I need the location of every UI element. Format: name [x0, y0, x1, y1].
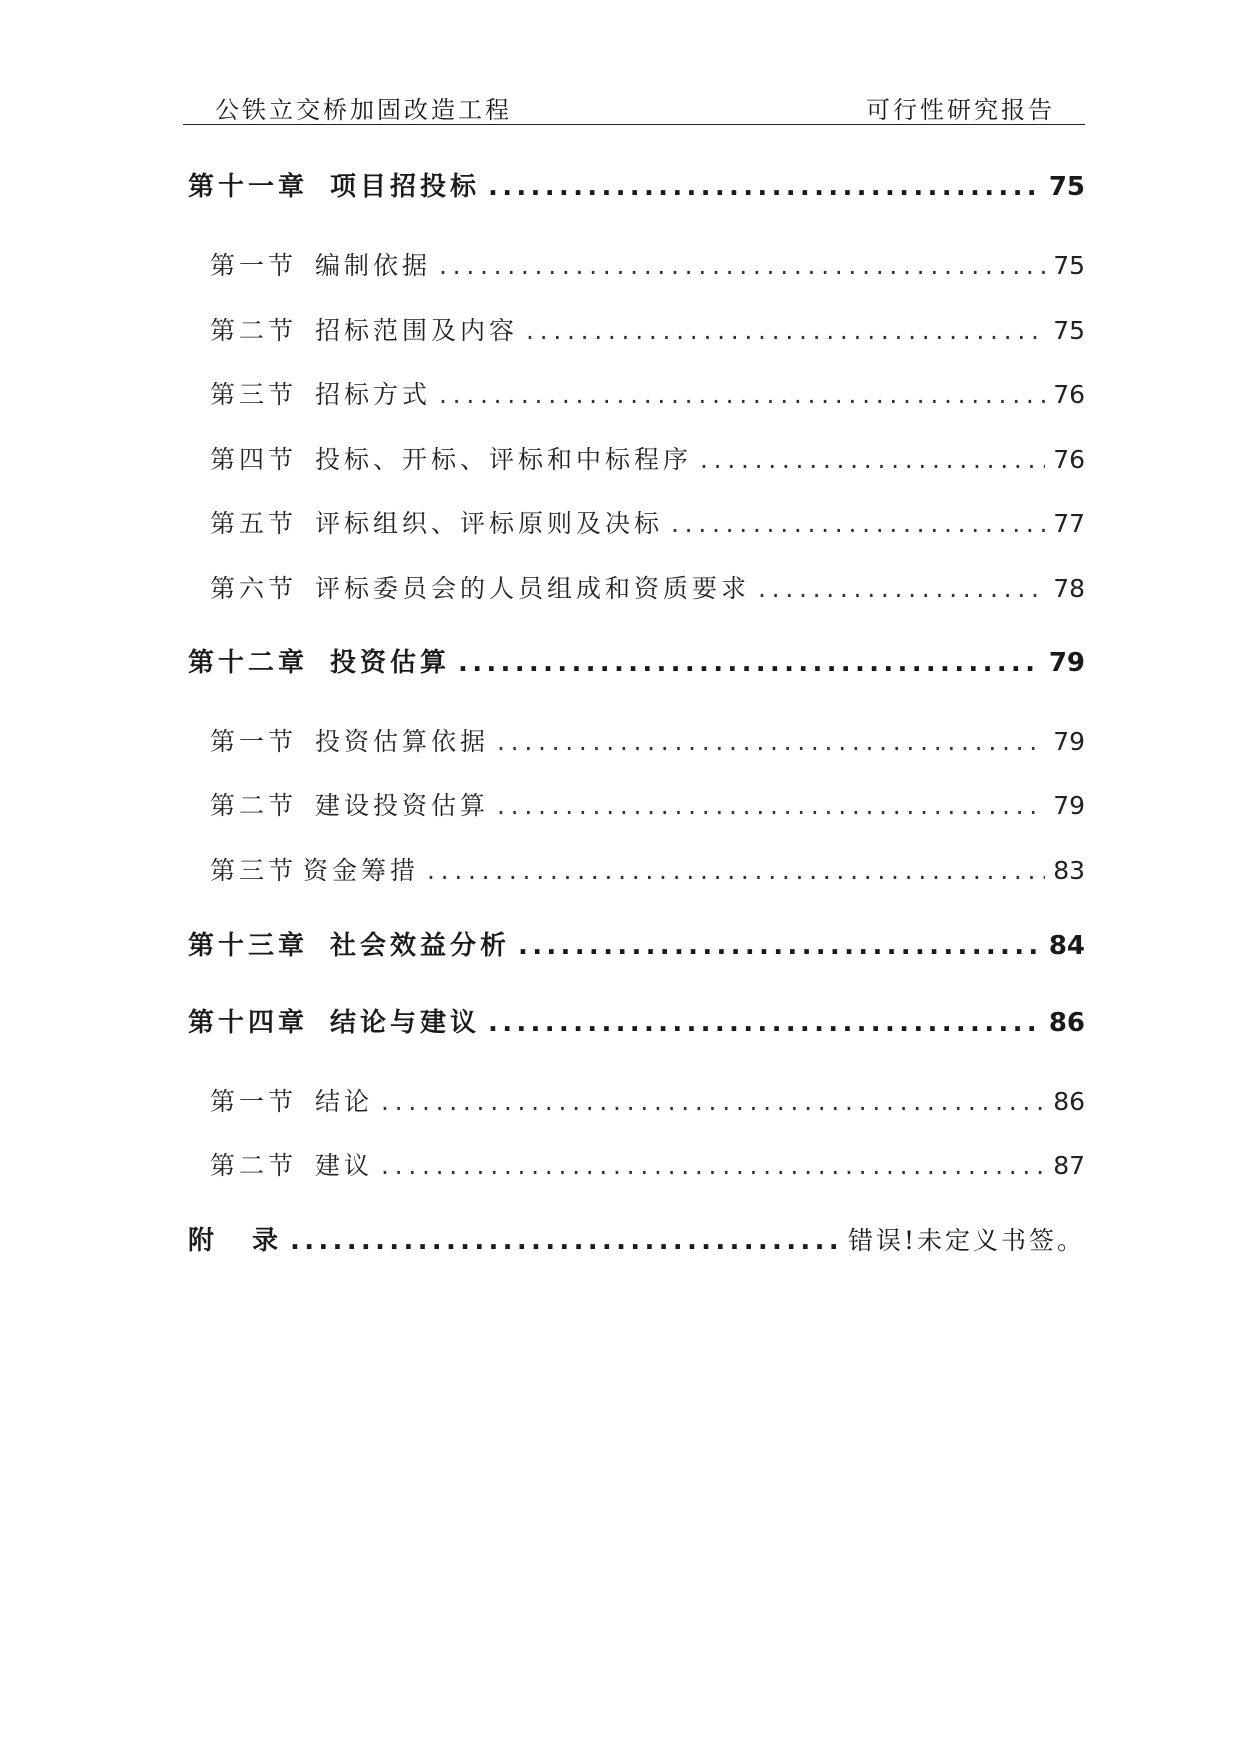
toc-chapter-number: 第十三章 [188, 931, 309, 961]
toc-page-number: 83 [1053, 856, 1085, 885]
toc-bookmark-error: 错误!未定义书签。 [847, 1226, 1085, 1255]
toc-section-11-1[interactable] [210, 246, 1085, 282]
toc-page-number: 75 [1053, 316, 1085, 345]
page-header [183, 88, 1085, 125]
toc-section-11-2[interactable] [210, 311, 1085, 347]
toc-appendix-label-first: 附 [188, 1226, 219, 1256]
toc-section-title: 资金筹措 [303, 856, 420, 885]
toc-section-number: 第一节 [210, 727, 298, 756]
toc-chapter-13[interactable] [188, 925, 1085, 962]
toc-leader-dots [518, 931, 1041, 961]
toc-leader-dots [290, 1226, 840, 1256]
toc-leader-dots [488, 1008, 1041, 1038]
toc-page-number: 86 [1048, 1008, 1085, 1038]
toc-section-title: 评标组织、评标原则及决标 [315, 509, 664, 538]
toc-section-number: 第一节 [210, 251, 298, 280]
toc-chapter-12[interactable] [188, 642, 1085, 679]
toc-leader-dots [671, 509, 1045, 538]
toc-page-number: 84 [1048, 931, 1085, 961]
toc-page-number: 79 [1053, 791, 1085, 820]
toc-section-title: 招标范围及内容 [315, 316, 519, 345]
toc-section-number: 第五节 [210, 509, 298, 538]
toc-appendix[interactable] [188, 1220, 1085, 1257]
toc-chapter-title: 项目招投标 [330, 172, 481, 202]
toc-section-title: 招标方式 [315, 380, 432, 409]
toc-chapter-11[interactable] [188, 166, 1085, 203]
toc-section-title: 建设投资估算 [315, 791, 490, 820]
toc-chapter-title: 投资估算 [330, 648, 451, 678]
toc-section-number: 第二节 [210, 791, 298, 820]
toc-section-title: 建议 [315, 1151, 374, 1180]
toc-leader-dots [526, 316, 1045, 345]
toc-section-14-2[interactable] [210, 1146, 1085, 1182]
toc-section-12-1[interactable] [210, 722, 1085, 758]
toc-page-number: 78 [1053, 574, 1085, 603]
toc-leader-dots [427, 856, 1045, 885]
toc-leader-dots [458, 648, 1041, 678]
toc-section-title: 投资估算依据 [315, 727, 490, 756]
toc-page-number: 79 [1048, 648, 1085, 678]
toc-leader-dots [758, 574, 1045, 603]
toc-section-title: 评标委员会的人员组成和资质要求 [315, 574, 751, 603]
toc-section-number: 第二节 [210, 316, 298, 345]
toc-appendix-label-second: 录 [252, 1226, 283, 1256]
toc-leader-dots [700, 445, 1045, 474]
toc-page-number: 76 [1053, 445, 1085, 474]
toc-section-11-6[interactable] [210, 569, 1085, 605]
toc-chapter-number: 第十二章 [188, 648, 309, 678]
toc-page-number: 75 [1053, 251, 1085, 280]
toc-section-11-4[interactable] [210, 440, 1085, 476]
toc-chapter-number: 第十四章 [188, 1008, 309, 1038]
header-report-type: 可行性研究报告 [866, 96, 1055, 124]
header-project-title: 公铁立交桥加固改造工程 [215, 96, 512, 124]
toc-page-number: 76 [1053, 380, 1085, 409]
toc-chapter-title: 社会效益分析 [330, 931, 511, 961]
toc-section-12-2[interactable] [210, 786, 1085, 822]
toc-leader-dots [488, 172, 1041, 202]
toc-chapter-title: 结论与建议 [330, 1008, 481, 1038]
toc-section-number: 第四节 [210, 445, 298, 474]
toc-section-11-5[interactable] [210, 504, 1085, 540]
toc-section-title: 结论 [315, 1087, 374, 1116]
toc-leader-dots [381, 1151, 1045, 1180]
toc-section-number: 第三节 [210, 380, 298, 409]
toc-page-number: 79 [1053, 727, 1085, 756]
toc-leader-dots [381, 1087, 1045, 1116]
toc-section-number: 第六节 [210, 574, 298, 603]
toc-page-number: 86 [1053, 1087, 1085, 1116]
toc-section-title: 投标、开标、评标和中标程序 [315, 445, 693, 474]
toc-chapter-number: 第十一章 [188, 172, 309, 202]
toc-page-number: 77 [1053, 509, 1085, 538]
toc-leader-dots [497, 727, 1045, 756]
toc-section-number: 第二节 [210, 1151, 298, 1180]
toc-section-number: 第一节 [210, 1087, 298, 1116]
toc-page-number: 87 [1053, 1151, 1085, 1180]
toc-section-number: 第三节 [210, 856, 298, 885]
toc-leader-dots [439, 251, 1045, 280]
toc-leader-dots [497, 791, 1045, 820]
toc-section-11-3[interactable] [210, 375, 1085, 411]
toc-section-12-3[interactable] [210, 851, 1085, 887]
toc-leader-dots [439, 380, 1045, 409]
toc-chapter-14[interactable] [188, 1002, 1085, 1039]
toc-page-number: 75 [1048, 172, 1085, 202]
toc-section-14-1[interactable] [210, 1082, 1085, 1118]
toc-section-title: 编制依据 [315, 251, 432, 280]
